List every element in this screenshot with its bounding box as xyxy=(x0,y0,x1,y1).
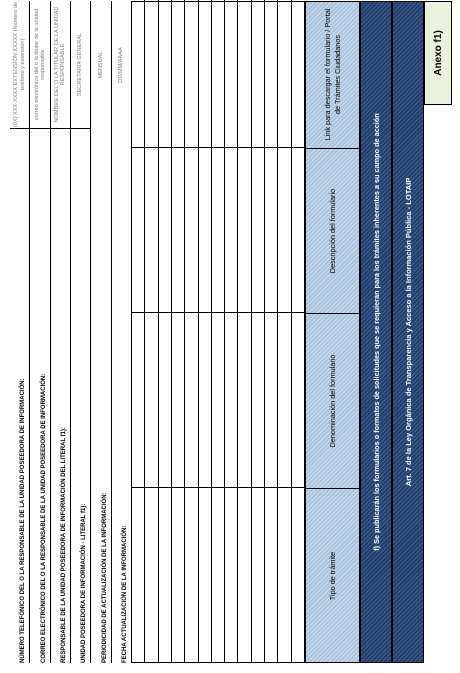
table-cell xyxy=(159,147,171,312)
table-cell xyxy=(238,487,250,662)
table-row xyxy=(265,0,278,662)
footer-label: NÚMERO TELEFÓNICO DEL O LA RESPONSABLE DE LA UNIDAD POSEEDORA DE INFORMACIÓN: xyxy=(20,378,27,663)
table-cell xyxy=(132,147,144,312)
footer-value: DD/MM/AAAA xyxy=(118,47,125,83)
table-cell xyxy=(212,0,224,147)
table-cell xyxy=(292,487,305,662)
table-cell xyxy=(185,312,197,487)
table-cell xyxy=(172,312,184,487)
table-cell xyxy=(252,0,264,147)
column-header-denominacion: Denominación del formulario xyxy=(305,313,360,488)
table-cell xyxy=(172,147,184,312)
table-cell xyxy=(278,312,290,487)
table-cell xyxy=(238,0,250,147)
table-cell xyxy=(145,487,157,662)
footer-row xyxy=(91,1,111,663)
table-cell xyxy=(199,147,211,312)
table-cell xyxy=(278,487,290,662)
footer-label: FECHA ACTUALIZACIÓN DE LA INFORMACIÓN: xyxy=(121,525,128,663)
footer-value: NOMBRE DEL O LA TITULAR DE LA UNIDAD RESPONSABLE xyxy=(51,1,70,129)
table-cell xyxy=(212,147,224,312)
table-cell xyxy=(212,312,224,487)
footer-label: PERIODICIDAD DE ACTUALIZACIÓN DE LA INFORMACIÓN: xyxy=(101,492,108,663)
table-cell xyxy=(132,0,144,147)
footer-row xyxy=(112,1,132,663)
table-cell xyxy=(278,147,290,312)
table-cell xyxy=(199,487,211,662)
table-cell xyxy=(132,312,144,487)
footer-value: SECRETARIA GENERAL xyxy=(71,1,90,129)
table-cell xyxy=(292,147,305,312)
section-title-banner xyxy=(360,1,392,663)
footer-value: correo electrónico del o la titular de la unidad responsable xyxy=(30,1,49,129)
table-cell xyxy=(159,312,171,487)
footer-row xyxy=(30,1,50,663)
law-title: Art. 7 de la Ley Orgánica de Transparencia y Acceso a la Información Pública - LOTAIP xyxy=(403,177,413,487)
table-cell xyxy=(159,0,171,147)
table-cell xyxy=(292,0,305,147)
column-header-tipo: Tipo de trámite xyxy=(305,488,360,663)
table-cell xyxy=(212,487,224,662)
table-row xyxy=(238,0,251,662)
column-header-descripcion: Descripción del formulario xyxy=(305,148,360,313)
table-cell xyxy=(265,147,277,312)
table-cell xyxy=(185,487,197,662)
table-cell xyxy=(172,487,184,662)
table-cell xyxy=(172,0,184,147)
table-cell xyxy=(265,312,277,487)
table-row xyxy=(212,0,225,662)
footer-row xyxy=(51,1,71,663)
footer-value: MENSUAL xyxy=(97,51,104,79)
table-cell xyxy=(265,0,277,147)
information-footer xyxy=(10,1,132,663)
table-cell xyxy=(278,0,290,147)
annex-label xyxy=(424,1,452,105)
table-row xyxy=(252,0,265,662)
table-cell xyxy=(238,147,250,312)
table-row xyxy=(145,0,158,662)
table-row xyxy=(159,0,172,662)
table-cell xyxy=(225,487,237,662)
table-cell xyxy=(225,312,237,487)
table-cell xyxy=(185,147,197,312)
table-cell xyxy=(252,487,264,662)
table-cell xyxy=(132,487,144,662)
table-cell xyxy=(145,147,157,312)
footer-row xyxy=(10,1,30,663)
table-cell xyxy=(225,147,237,312)
table-row xyxy=(225,0,238,662)
table-row xyxy=(278,0,291,662)
table-cell xyxy=(265,487,277,662)
table-cell xyxy=(292,312,305,487)
table-cell xyxy=(185,0,197,147)
table-row xyxy=(132,0,145,662)
table-cell xyxy=(199,312,211,487)
table-cell xyxy=(199,0,211,147)
annex-label-text: Anexo f1) xyxy=(432,30,444,76)
table-cell xyxy=(159,487,171,662)
table-row xyxy=(185,0,198,662)
table-row xyxy=(292,0,305,662)
table-cell xyxy=(225,0,237,147)
forms-table xyxy=(132,1,305,663)
table-cell xyxy=(252,147,264,312)
column-header-link: Link para descargar el formulario / Portal de Trámites Ciudadanos xyxy=(323,8,342,141)
footer-row xyxy=(71,1,91,663)
law-title-banner xyxy=(392,1,424,663)
footer-label: CORREO ELECTRÓNICO DEL O LA RESPONSABLE DE LA UNIDAD POSEEDORA DE INFORMACIÓN: xyxy=(40,373,47,663)
table-cell xyxy=(145,312,157,487)
table-row xyxy=(199,0,212,662)
table-cell xyxy=(238,312,250,487)
footer-label: RESPONSABLE DE LA UNIDAD POSEEDORA DE INFORMACIÓN DEL LITERAL f1): xyxy=(60,426,67,663)
section-title: f) Se publicarán los formularios o formatos de solicitudes que se requieran para los trámites inherentes a su campo de acción xyxy=(371,113,381,551)
footer-label: UNIDAD POSEEDORA DE INFORMACIÓN - LITERAL f1): xyxy=(81,503,88,663)
footer-value: (0X) XXX-XXXX EXTENSIÓN XXXXX (Número de teléfono y extensión) xyxy=(10,1,29,129)
table-cell xyxy=(145,0,157,147)
table-row xyxy=(172,0,185,662)
table-cell xyxy=(252,312,264,487)
